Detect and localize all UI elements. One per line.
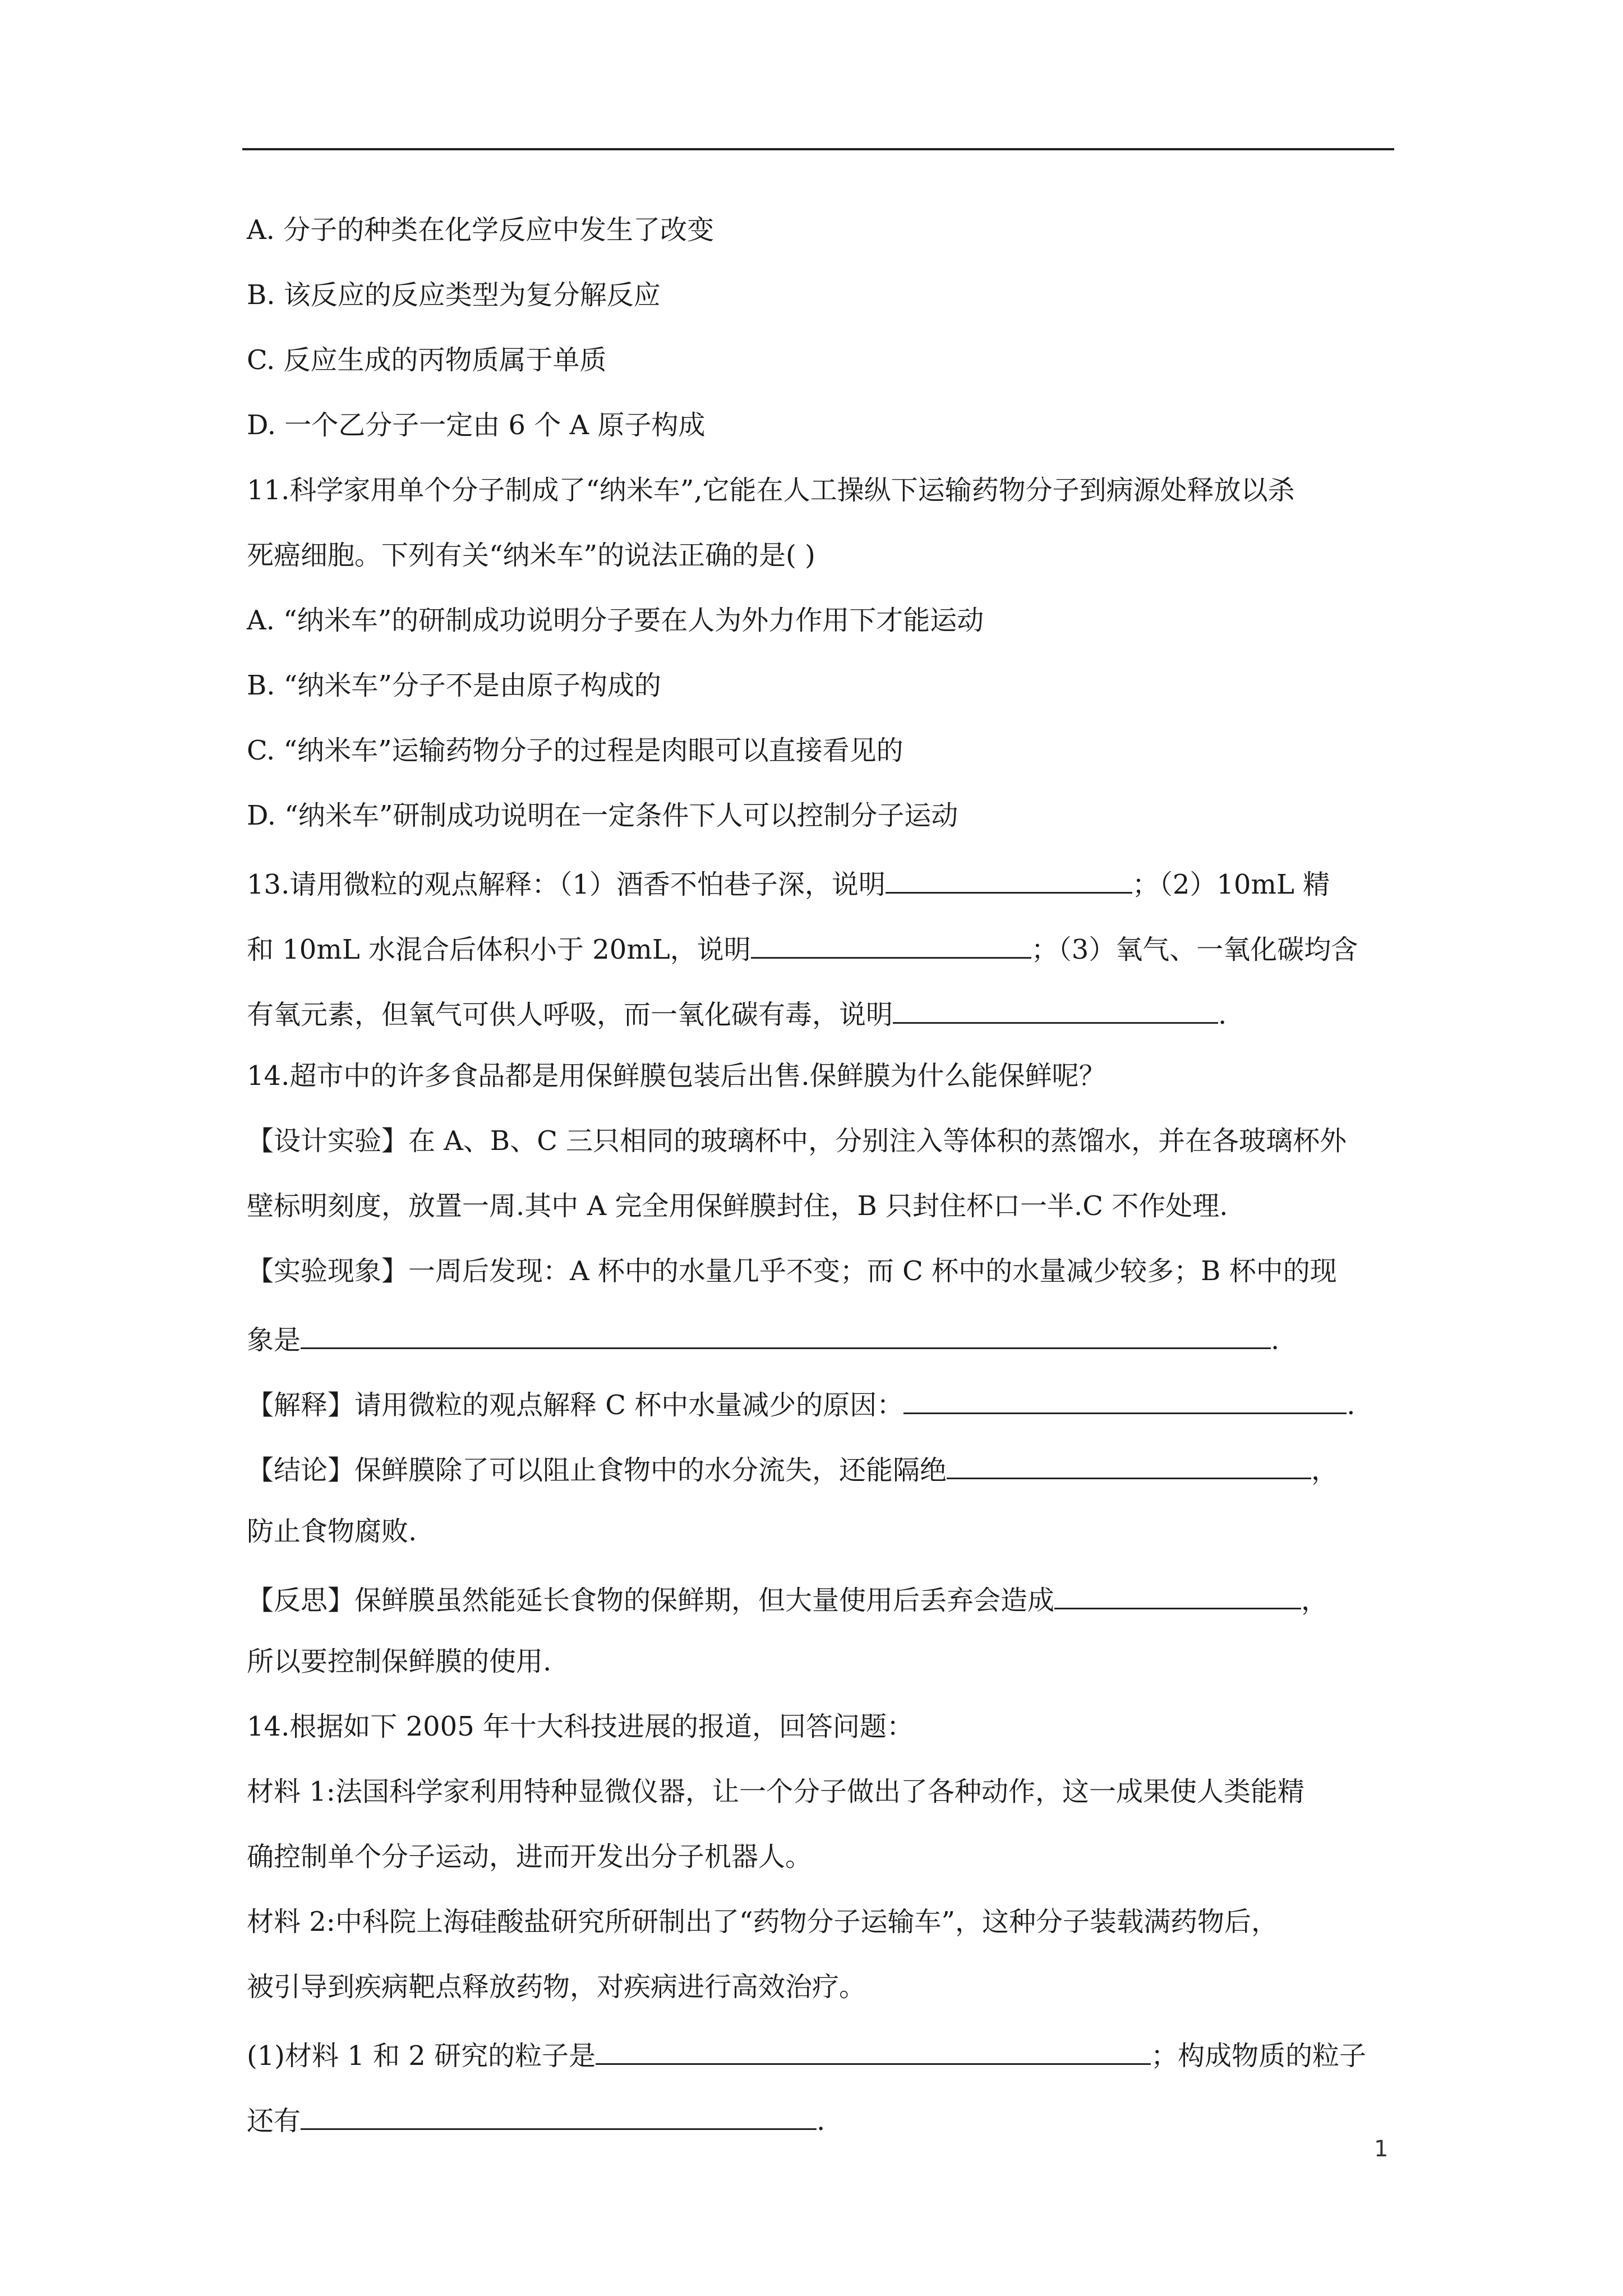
- design-experiment-line-1: 【设计实验】在 A、B、C 三只相同的玻璃杯中，分别注入等体积的蒸馏水，并在各玻璃杯外: [247, 1125, 1347, 1157]
- option-a-q11: A. “纳米车”的研制成功说明分子要在人为外力作用下才能运动: [247, 605, 984, 636]
- design-experiment-line-2: 壁标明刻度，放置一周.其中 A 完全用保鲜膜封住，B 只封住杯口一半.C 不作处理.: [247, 1190, 1228, 1222]
- conclusion-line-2: 防止食物腐败.: [247, 1516, 417, 1547]
- conclusion-text: ，: [1311, 1455, 1339, 1486]
- phenomenon-line-1: 【实验现象】一周后发现：A 杯中的水量几乎不变；而 C 杯中的水量减少较多；B 杯中的现: [247, 1255, 1337, 1287]
- option-d-q11: D. “纳米车”研制成功说明在一定条件下人可以控制分子运动: [247, 800, 958, 831]
- question-13-text: .: [1218, 999, 1227, 1030]
- question-13-line-1: [247, 864, 1330, 898]
- question-13-text: ；（2）10mL 精: [1132, 869, 1330, 900]
- answer-blank[interactable]: [596, 2035, 1151, 2065]
- explanation-line: [247, 1384, 1355, 1421]
- material-2-line-2: 被引导到疾病靶点释放药物，对疾病进行高效治疗。: [247, 1971, 866, 2003]
- conclusion-line-1: [247, 1450, 1339, 1486]
- sub-question-1-line-2: [247, 2100, 826, 2137]
- option-c-q11: C. “纳米车”运输药物分子的过程是肉眼可以直接看见的: [247, 735, 903, 766]
- question-13-text: 13.请用微粒的观点解释：（1）酒香不怕巷子深，说明: [247, 869, 886, 900]
- explanation-text: 【解释】请用微粒的观点解释 C 杯中水量减少的原因：: [247, 1389, 904, 1421]
- question-13-line-3: [247, 994, 1227, 1028]
- phenomenon-line-2: [247, 1319, 1280, 1356]
- reflection-line-2: 所以要控制保鲜膜的使用.: [247, 1646, 552, 1677]
- question-13-line-2: [247, 929, 1358, 963]
- material-1-line-2: 确控制单个分子运动，进而开发出分子机器人。: [247, 1841, 813, 1872]
- sub-question-text: (1)材料 1 和 2 研究的粒子是: [247, 2040, 596, 2072]
- reflection-text: ，: [1301, 1585, 1329, 1616]
- question-11-line-1: 11.科学家用单个分子制成了“纳米车”,它能在人工操纵下运输药物分子到病源处释放以杀: [247, 475, 1295, 506]
- phenomenon-text: .: [1271, 1324, 1280, 1356]
- explanation-text: .: [1347, 1389, 1355, 1421]
- sub-question-text: ；构成物质的粒子: [1151, 2040, 1367, 2072]
- question-13-text: 有氧元素，但氧气可供人呼吸，而一氧化碳有毒，说明: [247, 999, 893, 1030]
- question-11-line-2: 死癌细胞。下列有关“纳米车”的说法正确的是( ): [247, 540, 815, 571]
- question-14b-title: 14.根据如下 2005 年十大科技进展的报道，回答问题：: [247, 1711, 914, 1742]
- sub-question-text: .: [817, 2105, 826, 2137]
- answer-blank[interactable]: [301, 1319, 1271, 1349]
- phenomenon-text: 象是: [247, 1324, 301, 1356]
- answer-blank[interactable]: [947, 1450, 1311, 1479]
- question-14-title: 14.超市中的许多食品都是用保鲜膜包装后出售.保鲜膜为什么能保鲜呢？: [247, 1060, 1106, 1092]
- sub-question-text: 还有: [247, 2105, 301, 2137]
- option-d-q10: D. 一个乙分子一定由 6 个 A 原子构成: [247, 409, 706, 441]
- page-number: 1: [1374, 2136, 1389, 2162]
- question-13-text: ；（3）氧气、一氧化碳均含: [1031, 934, 1358, 965]
- sub-question-1-line-1: [247, 2035, 1367, 2072]
- option-b-q10: B. 该反应的反应类型为复分解反应: [247, 279, 661, 311]
- option-a-q10: A. 分子的种类在化学反应中发生了改变: [247, 214, 714, 246]
- answer-blank[interactable]: [751, 929, 1031, 959]
- answer-blank[interactable]: [903, 1384, 1347, 1414]
- answer-blank[interactable]: [893, 994, 1218, 1024]
- material-1-line-1: 材料 1:法国科学家利用特种显微仪器，让一个分子做出了各种动作，这一成果使人类能精: [247, 1776, 1304, 1807]
- reflection-text: 【反思】保鲜膜虽然能延长食物的保鲜期，但大量使用后丢弃会造成: [247, 1585, 1055, 1616]
- answer-blank[interactable]: [301, 2100, 817, 2130]
- reflection-line-1: [247, 1580, 1329, 1616]
- answer-blank[interactable]: [1054, 1580, 1301, 1609]
- question-13-text: 和 10mL 水混合后体积小于 20mL，说明: [247, 934, 751, 965]
- option-c-q10: C. 反应生成的丙物质属于单质: [247, 344, 607, 376]
- header-rule: [242, 148, 1394, 150]
- option-b-q11: B. “纳米车”分子不是由原子构成的: [247, 670, 661, 701]
- material-2-line-1: 材料 2:中科院上海硅酸盐研究所研制出了“药物分子运输车”，这种分子装载满药物后，: [247, 1906, 1279, 1938]
- answer-blank[interactable]: [886, 864, 1132, 894]
- conclusion-text: 【结论】保鲜膜除了可以阻止食物中的水分流失，还能隔绝: [247, 1455, 947, 1486]
